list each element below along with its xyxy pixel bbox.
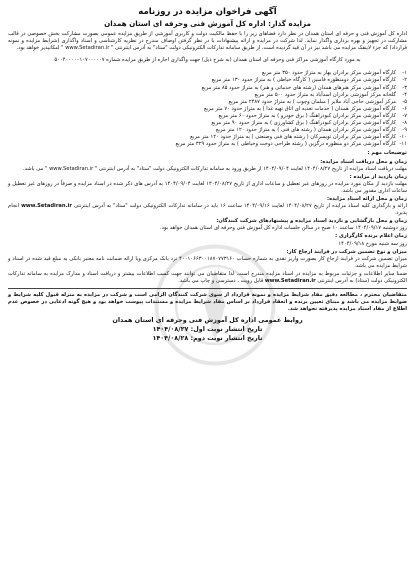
- item-text: کارگاه آموزشی مرکز برادران تویسرکان ( رشته های فنی وصنعتی ) به متراژ حدود ۱۲۰ متر مربع: [190, 134, 396, 141]
- visit-heading: زمان بازدید از مزایده :: [349, 173, 407, 180]
- item-text: کارگاه آموزشی مرکز برادران بهار به متراژ حدود ۳۵۰ متر مربع: [261, 70, 396, 77]
- intro-paragraph: اداره کل آموزش فنی و حرفه ای استان همدان در نظر دارد فضاهای زیر را با حفظ مالکیت دولت و کاربری آموزشی از طریق مزایده عمومی بصورت مشارکت بخش خصوصی در قالب مشارکت در تجهیز و بهره برداری واگذار نماید. لذا شرکت در مزایده و ارائه پیشنهادات با در نظر گرفتن اوصاف مندرج در نظریه کارشناسی و اسناد واگذاری (شرایط مزایده و نمونه قرارداد) که جزء لاینفک مزایده می باشد نیز در آن قید گردیده است، از طریق سامانه تدارکات الکترونیکی دولت "ستاد" به آدرس اینترنتی " www.Setadiran.ir " امکانپذیر خواهد بود.: [8, 31, 407, 52]
- footer-date-first: تاریخ انتشار نوبت اول: ۱۴۰۴/۰۸/۲۷: [152, 325, 263, 334]
- deposit-text: میزان تضمین شرکت در فرایند ارجاع کار بصورت واریز نقدی به شماره حساب ۴۰۰۱۰۶۶۳۰۰۱۸۷۰۷۷۳۱۶۰ نزد بانک مرکزی ویا ارائه ضمانت نامه معتبر بانکی به مبلغ قید شده در اسناد و شرایط مزایده می باشد.: [8, 255, 407, 269]
- item-number: ۹-: [402, 127, 407, 134]
- divider: [8, 288, 407, 289]
- deposit-heading: میزان و نوع تضمین شرکت در فرایند ارجاع کار:: [286, 248, 407, 255]
- item-number: ۵-: [402, 98, 407, 105]
- item-number: ۳-: [402, 84, 407, 91]
- item-text: کارگاه آموزشی مرکز دومنظوره فامنین ( کارگاه خیاطی ) به متراژ حدود ۱۳۰ متر مربع: [211, 77, 396, 84]
- item-number: ۱۰-: [399, 134, 407, 141]
- item-text: کارگاه آموزشی مرکز دو منظوره درگزین ( رشته طراحی دوخت وخیاطی ) به متراژ حدود ۳۲۹ متر مربع: [175, 141, 396, 148]
- item-text: مرکز آموزشی حاجی آباد ملایر ( مبلمان وچوب ) به متراژ حدود ۲۴۸۷ متر مربع: [228, 98, 396, 105]
- item-number: ۱۱-: [399, 141, 407, 148]
- list-item: [8, 106, 407, 113]
- result-text: روز سه شنبه مورخ ۱۴۰۴/۰۹/۱۸: [338, 240, 407, 247]
- visit-text: مهلت بازدید از مکان مورد مزایده در روزهای غیر تعطیل و ساعات اداری از تاریخ ۱۴۰۴/۰۸/۲۷ لغایت ۱۴۰۴/۰۹/۰۴ به آدرس های ذکر شده در اسناد مزایده و صرفاً در روزهای غیر تعطیل و ساعات اداری مقدور می باشد.: [8, 180, 407, 194]
- footer-date-second: تاریخ انتشار نوبت دوم: ۱۴۰۴/۰۸/۲۸: [152, 334, 263, 343]
- list-item: [8, 141, 407, 148]
- item-number: ۲-: [402, 77, 407, 84]
- item-text: کارگاه آموزشی مرکز برادران همدان ( رشته های فنی ) به متراژ حدود ۱۲۰ متر مربع: [215, 127, 396, 134]
- workshop-list: [8, 70, 407, 148]
- extra-text: [8, 271, 407, 285]
- opening-text: روز دوشنبه ۱۴۰۴/۰۹/۱۷ ساعت ۱۰ صبح در سالن جلسات اداره کل آموزش فنی وحرفه ای استان همدان خواهد بود.: [160, 225, 407, 232]
- item-number: ۷-: [402, 112, 407, 119]
- submit-text-part: انجام پذیرد.: [8, 203, 407, 217]
- list-item: [8, 85, 407, 92]
- extra-text-part: ضمنا سایر اطلاعات و جزئیات مربوط به مزایده در اسناد مزایده مندرج است. لذا متقاضیان می توانند جهت کسب اطلاعات بیشتر و دریافت اسناد و مدارک مزایده به سامانه تدارکات الکترونیکی دولت (ستاد) به آدرس اینترنتی: [8, 270, 407, 284]
- notes-heading: توضیحات مهم :: [367, 150, 407, 157]
- notice-title: آگهی فراخوان مزایده در روزنامه: [138, 7, 277, 17]
- footer-office: روابط عمومی اداره کل آموزش فنی وحرفه ای استان همدان: [112, 316, 303, 325]
- receipt-heading: زمان و محل دریافت اسناد مزایده:: [320, 158, 407, 165]
- item-number: ۶-: [402, 105, 407, 112]
- item-text: کارگاه آموزشی مرکز برادران کبودراهنگ ( برق خودرو ) به متراژ حدود ۶۰ متر مربع: [218, 112, 396, 119]
- important-notice: متقاضیان محترم ، مطالعه دقیق مفاد شرایط مزایده و نمونه قرارداد از سوی شرکت کنندگان الزامی است و شرکت در مزایده به منزله قبول کلیه شرایط و ضوابط مزایده می باشد و مبنای تعیین برنده و انعقاد قرارداد بر اساس مفاد شرایط مزایده و مستندات پیوست خواهد بود و هیچ گونه ادعایی در خصوص عدم اطلاع از مفاد اسناد مزایده پذیرفته نخواهد شد.: [8, 292, 407, 313]
- list-item: [8, 92, 407, 99]
- extra-text-part: قابل رویت ، دسترسی و چاپ می باشد.: [178, 278, 264, 284]
- setadiran-link[interactable]: www.Setadiran.ir: [264, 278, 316, 284]
- item-text: کارگاه آموزشی مرکز هنرهای همدان (رشته های خدماتی و هنر) به متراژ حدود ۸۵ متر مربع: [201, 84, 396, 91]
- submit-text-part: ارائه و بارگذاری کلیه اسناد مزایده از تاریخ ۱۴۰۴/۰۸/۲۷ لغایت ۱۴۰۴/۰۹/۱۶ ساعت ۱۶ باید در سامانه تدارکات الکترونیکی دولت "ستاد" به آدرس اینترنتی: [73, 203, 407, 210]
- submit-heading: زمان و محل ارائه اسناد مزایده:: [327, 195, 407, 202]
- opening-heading: زمان و محل بازگشایی و بازدید اسناد مزایده و پیشنهادهای شرکت کنندگان:: [216, 218, 407, 225]
- list-item: [8, 113, 407, 120]
- submit-text: [8, 203, 407, 217]
- setadiran-link[interactable]: www.Setadiran.ir: [21, 203, 72, 210]
- item-text: کارگاه آموزشی مرکز همدان ( خدمات تغذیه ای اتاق تهیه غذا ) به متراژ حدود ۷۰ متر مربع: [203, 105, 396, 112]
- tender-line: به مورد کارگاه آموزشی مراکز فنی وحرفه ای استان همدان (به شرح ذیل) جهت واگذاری اجاره از طریق مزایده شماره ۵۰۰۴۰۰۰۰۰۱۰۷۰۰۰۰۰۷: [54, 57, 361, 64]
- notice-subtitle: مزایده گذار: اداره کل آموزش فنی وحرفه ای استان همدان: [104, 19, 311, 28]
- list-item: [8, 99, 407, 106]
- item-text: گلخانه مرکز آموزشی برادران اسدآباد به متراژ حدود ۵۰۰ متر مربع: [254, 91, 396, 98]
- list-item: [8, 77, 407, 84]
- result-heading: زمان اعلام برنده کارگزاری :: [335, 233, 407, 240]
- item-number: ۴-: [402, 91, 407, 98]
- item-text: کارگاه آموزشی مرکز برادران کبودراهنگ ( برق کشاورزی ) به متراژ حدود ۹۰ متر مربع: [211, 120, 396, 127]
- receipt-text: مهلت دریافت اسناد مزایده از تاریخ ۱۴۰۴/۰۸/۲۷ لغایت ۱۴۰۴/۰۹/۰۴ از طریق ورود به سامانه تدارکات الکترونیکی دولت "ستاد" به آدرس اینترنتی " www.Setadiran.ir " می باشد.: [22, 165, 407, 172]
- item-number: ۸-: [402, 120, 407, 127]
- item-number: ۱-: [402, 70, 407, 77]
